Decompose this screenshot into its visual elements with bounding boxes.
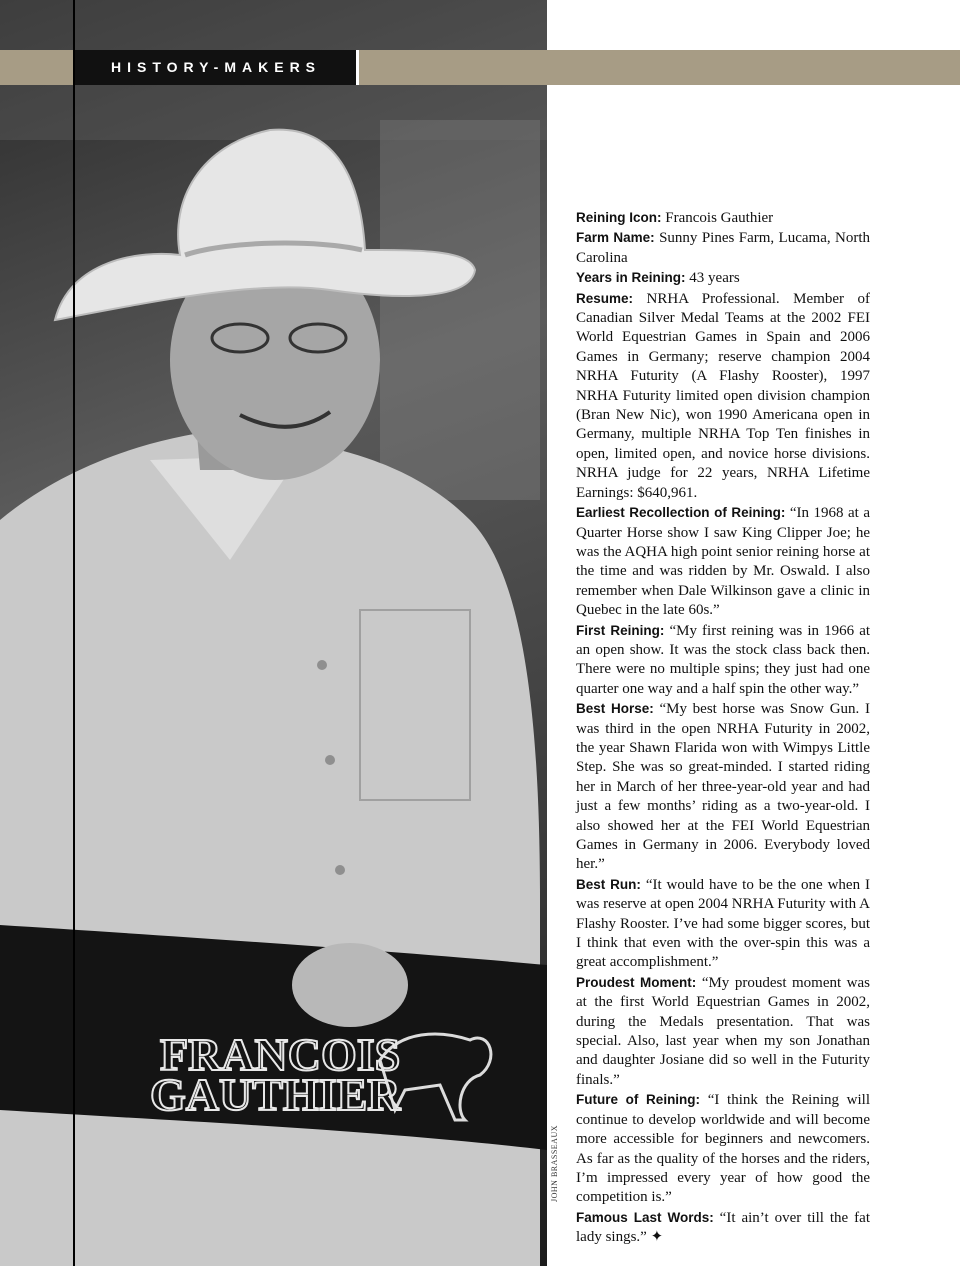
entry-text: “It would have to be the one when I was reserve at open 2004 NRHA Futurity with A Flashy Rooster. I’ve had some bigger scores, but I think that even with the over-spin this was a great accomplishment.”: [576, 876, 870, 971]
entry-text: “My best horse was Snow Gun. I was third in the open NRHA Futurity in 2002, the year Shawn Flarida won with Wimpys Little Step. She was so great-minded. I started riding her in March of her three-year-old year and had just a few months’ riding as a two-year-old. I also showed her at the FEI World Equestrian Games in Germany in 2006. Everybody loved her.”: [576, 701, 870, 873]
article-entry: [576, 228, 870, 268]
banner-name-line2: GAUTHIER: [150, 1069, 401, 1120]
entry-label: Future of Reining:: [576, 1092, 701, 1108]
article-entry: [576, 621, 870, 700]
entry-label: Earliest Recollection of Reining:: [576, 505, 786, 521]
article-entry: [576, 973, 870, 1090]
entry-text: Francois Gauthier: [665, 210, 774, 226]
entry-label: Farm Name:: [576, 230, 655, 246]
entry-label: Best Horse:: [576, 701, 654, 717]
article-entry: [576, 208, 870, 228]
header-divider: [356, 50, 359, 85]
banner-name-line1: FRANCOIS: [160, 1029, 401, 1080]
article-entry: [576, 699, 870, 875]
entry-label: Reining Icon:: [576, 210, 662, 225]
entry-text: “My proudest moment was at the first World Equestrian Games in 2002, during the Medals presentation. That was special. Also, last year when my son Jonathan and daughter Josiane did so well in the Futurity finals.”: [576, 974, 871, 1088]
entry-text: “I think the Reining will continue to develop worldwide and will become more accessible for beginners and newcomers. As far as the quality of the horses and the riders, I’m impressed every year of how good the competition is.”: [576, 1092, 871, 1206]
entry-label: Proudest Moment:: [576, 974, 697, 990]
page-rule: [73, 0, 75, 1266]
entry-text: 43 years: [689, 270, 740, 287]
article-entry: [576, 1090, 870, 1207]
entry-text: “In 1968 at a Quarter Horse show I saw King Clipper Joe; he was the AQHA high point senior reining horse at the time and was ridden by Mr. Oswald. I also remember when Dale Wilkinson gave a clinic in Quebec in the late 60s.”: [576, 505, 870, 619]
entry-label: First Reining:: [576, 622, 665, 638]
article-entry: [576, 1208, 870, 1248]
entry-label: Best Run:: [576, 876, 641, 892]
section-title: HISTORY-MAKERS: [73, 50, 356, 85]
photo-credit: JOHN BRASSEAUX: [550, 1124, 559, 1202]
entry-label: Famous Last Words:: [576, 1209, 714, 1225]
entry-label: Resume:: [576, 290, 634, 306]
entry-text: Sunny Pines Farm, Lucama, North Carolina: [576, 230, 871, 266]
entry-label: Years in Reining:: [576, 270, 686, 286]
article-entry: [576, 289, 870, 503]
article-body: [576, 208, 870, 1248]
article-entry: [576, 503, 870, 620]
entry-text: NRHA Professional. Member of Canadian Silver Medal Teams at the 2002 FEI World Equestrian Games in Spain and 2006 Games in Germany; reserve champion 2004 NRHA Futurity (A Flashy Rooster), 1997 NRHA Futurity limited open division champion (Bran New Nic), won 1990 Americana open in Germany, multiple NRHA Top Ten finishes in open, limited open, and novice horse divisions. NRHA judge for 22 years, NRHA Lifetime Earnings: $640,961.: [576, 290, 870, 501]
article-entry: [576, 268, 870, 288]
entry-text: “It ain’t over till the fat lady sings.” ✦: [576, 1209, 870, 1246]
article-entry: [576, 875, 870, 973]
entry-text: “My first reining was in 1966 at an open show. It was the stock class back then. There were no multiple spins; they just had one quarter one way and a half spin the other way.”: [576, 622, 871, 697]
